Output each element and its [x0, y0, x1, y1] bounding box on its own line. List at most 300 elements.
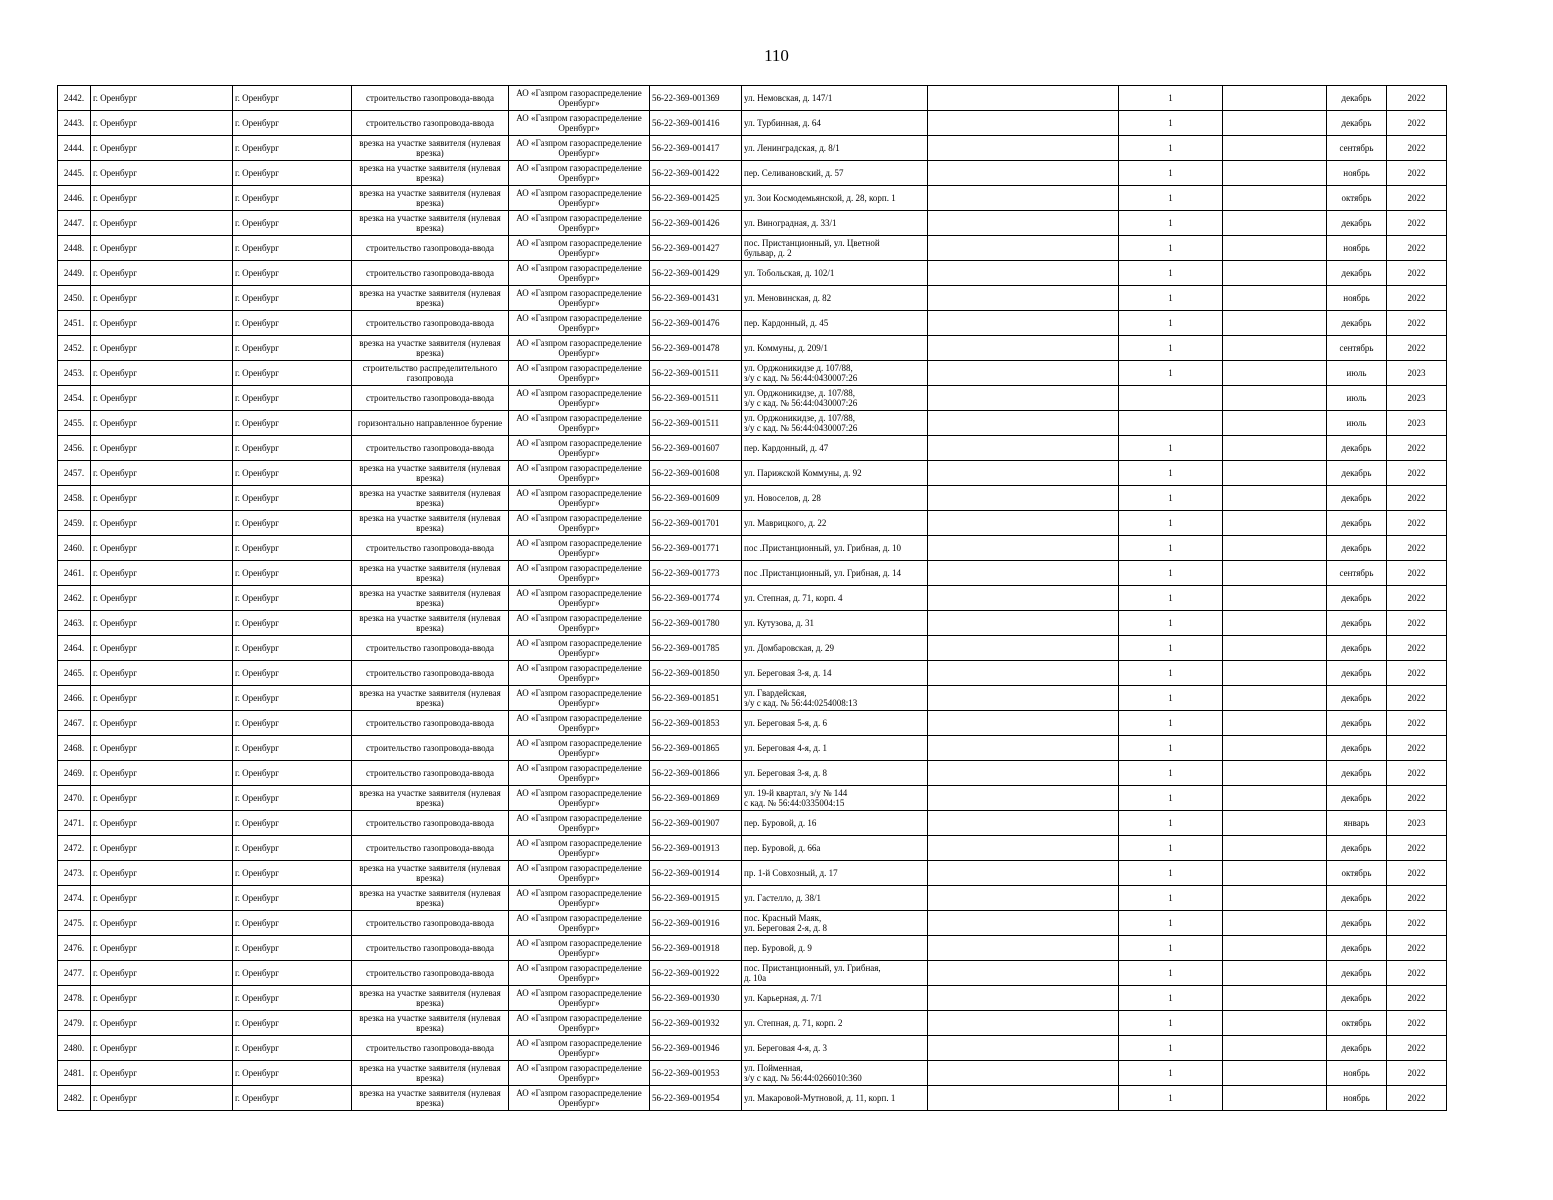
- quantity-cell: 1: [1119, 761, 1223, 786]
- row-number-cell: 2473.: [58, 861, 91, 886]
- year-cell: 2022: [1387, 686, 1447, 711]
- object-code-cell: 56-22-369-001946: [650, 1036, 742, 1061]
- quantity-cell: 1: [1119, 236, 1223, 261]
- settlement-cell: г. Оренбург: [233, 836, 352, 861]
- empty-cell: [1223, 161, 1327, 186]
- quantity-cell: 1: [1119, 961, 1223, 986]
- empty-cell: [928, 786, 1119, 811]
- work-type-cell: врезка на участке заявителя (нулевая врезка): [352, 286, 509, 311]
- object-code-cell: 56-22-369-001422: [650, 161, 742, 186]
- table-row: [58, 311, 1447, 336]
- object-code-cell: 56-22-369-001511: [650, 361, 742, 386]
- address-cell: ул. 19-й квартал, з/у № 144 с кад. № 56:44:0335004:15: [742, 786, 928, 811]
- year-cell: 2022: [1387, 186, 1447, 211]
- object-code-cell: 56-22-369-001932: [650, 1011, 742, 1036]
- municipality-cell: г. Оренбург: [91, 661, 233, 686]
- empty-cell: [928, 1061, 1119, 1086]
- address-cell: ул. Маврицкого, д. 22: [742, 511, 928, 536]
- table-row: [58, 711, 1447, 736]
- empty-cell: [1223, 86, 1327, 111]
- work-type-cell: горизонтально направленное бурение: [352, 411, 509, 436]
- municipality-cell: г. Оренбург: [91, 436, 233, 461]
- work-type-cell: строительство газопровода-ввода: [352, 761, 509, 786]
- settlement-cell: г. Оренбург: [233, 886, 352, 911]
- empty-cell: [1223, 761, 1327, 786]
- year-cell: 2022: [1387, 461, 1447, 486]
- organization-cell: АО «Газпром газораспределение Оренбург»: [509, 861, 650, 886]
- work-type-cell: строительство газопровода-ввода: [352, 711, 509, 736]
- organization-cell: АО «Газпром газораспределение Оренбург»: [509, 761, 650, 786]
- month-cell: декабрь: [1327, 786, 1387, 811]
- settlement-cell: г. Оренбург: [233, 511, 352, 536]
- address-cell: пер. Селивановский, д. 57: [742, 161, 928, 186]
- year-cell: 2022: [1387, 486, 1447, 511]
- address-cell: ул. Парижской Коммуны, д. 92: [742, 461, 928, 486]
- quantity-cell: 1: [1119, 636, 1223, 661]
- year-cell: 2022: [1387, 286, 1447, 311]
- municipality-cell: г. Оренбург: [91, 686, 233, 711]
- settlement-cell: г. Оренбург: [233, 111, 352, 136]
- organization-cell: АО «Газпром газораспределение Оренбург»: [509, 136, 650, 161]
- settlement-cell: г. Оренбург: [233, 436, 352, 461]
- empty-cell: [928, 961, 1119, 986]
- month-cell: декабрь: [1327, 586, 1387, 611]
- object-code-cell: 56-22-369-001865: [650, 736, 742, 761]
- settlement-cell: г. Оренбург: [233, 211, 352, 236]
- municipality-cell: г. Оренбург: [91, 236, 233, 261]
- municipality-cell: г. Оренбург: [91, 736, 233, 761]
- quantity-cell: 1: [1119, 586, 1223, 611]
- municipality-cell: г. Оренбург: [91, 486, 233, 511]
- empty-cell: [928, 486, 1119, 511]
- address-cell: пер. Кардонный, д. 45: [742, 311, 928, 336]
- year-cell: 2022: [1387, 761, 1447, 786]
- year-cell: 2022: [1387, 311, 1447, 336]
- empty-cell: [1223, 286, 1327, 311]
- work-type-cell: строительство газопровода-ввода: [352, 636, 509, 661]
- year-cell: 2022: [1387, 736, 1447, 761]
- table-row: [58, 686, 1447, 711]
- municipality-cell: г. Оренбург: [91, 611, 233, 636]
- row-number-cell: 2454.: [58, 386, 91, 411]
- object-code-cell: 56-22-369-001429: [650, 261, 742, 286]
- settlement-cell: г. Оренбург: [233, 186, 352, 211]
- empty-cell: [1223, 886, 1327, 911]
- empty-cell: [1223, 261, 1327, 286]
- row-number-cell: 2478.: [58, 986, 91, 1011]
- row-number-cell: 2474.: [58, 886, 91, 911]
- settlement-cell: г. Оренбург: [233, 786, 352, 811]
- municipality-cell: г. Оренбург: [91, 961, 233, 986]
- organization-cell: АО «Газпром газораспределение Оренбург»: [509, 561, 650, 586]
- month-cell: ноябрь: [1327, 286, 1387, 311]
- table-row: [58, 1061, 1447, 1086]
- work-type-cell: врезка на участке заявителя (нулевая врезка): [352, 161, 509, 186]
- organization-cell: АО «Газпром газораспределение Оренбург»: [509, 1036, 650, 1061]
- year-cell: 2022: [1387, 236, 1447, 261]
- municipality-cell: г. Оренбург: [91, 561, 233, 586]
- row-number-cell: 2447.: [58, 211, 91, 236]
- object-code-cell: 56-22-369-001431: [650, 286, 742, 311]
- registry-table: [57, 85, 1447, 1111]
- work-type-cell: строительство газопровода-ввода: [352, 311, 509, 336]
- row-number-cell: 2451.: [58, 311, 91, 336]
- organization-cell: АО «Газпром газораспределение Оренбург»: [509, 336, 650, 361]
- table-row: [58, 236, 1447, 261]
- empty-cell: [928, 611, 1119, 636]
- object-code-cell: 56-22-369-001907: [650, 811, 742, 836]
- empty-cell: [928, 736, 1119, 761]
- quantity-cell: 1: [1119, 86, 1223, 111]
- municipality-cell: г. Оренбург: [91, 1086, 233, 1111]
- quantity-cell: 1: [1119, 286, 1223, 311]
- table-row: [58, 161, 1447, 186]
- object-code-cell: 56-22-369-001780: [650, 611, 742, 636]
- municipality-cell: г. Оренбург: [91, 86, 233, 111]
- empty-cell: [1223, 136, 1327, 161]
- address-cell: пер. Кардонный, д. 47: [742, 436, 928, 461]
- municipality-cell: г. Оренбург: [91, 986, 233, 1011]
- address-cell: ул. Пойменная, з/у с кад. № 56:44:0266010:360: [742, 1061, 928, 1086]
- address-cell: ул. Меновинская, д. 82: [742, 286, 928, 311]
- year-cell: 2022: [1387, 561, 1447, 586]
- address-cell: ул. Виноградная, д. 33/1: [742, 211, 928, 236]
- row-number-cell: 2443.: [58, 111, 91, 136]
- organization-cell: АО «Газпром газораспределение Оренбург»: [509, 611, 650, 636]
- row-number-cell: 2468.: [58, 736, 91, 761]
- table-row: [58, 111, 1447, 136]
- year-cell: 2022: [1387, 211, 1447, 236]
- settlement-cell: г. Оренбург: [233, 486, 352, 511]
- empty-cell: [1223, 361, 1327, 386]
- address-cell: пос. Пристанционный, ул. Цветной бульвар, д. 2: [742, 236, 928, 261]
- empty-cell: [928, 461, 1119, 486]
- work-type-cell: врезка на участке заявителя (нулевая врезка): [352, 686, 509, 711]
- organization-cell: АО «Газпром газораспределение Оренбург»: [509, 786, 650, 811]
- organization-cell: АО «Газпром газораспределение Оренбург»: [509, 736, 650, 761]
- table-row: [58, 586, 1447, 611]
- row-number-cell: 2471.: [58, 811, 91, 836]
- quantity-cell: 1: [1119, 361, 1223, 386]
- table-row: [58, 511, 1447, 536]
- work-type-cell: строительство газопровода-ввода: [352, 436, 509, 461]
- quantity-cell: 1: [1119, 736, 1223, 761]
- municipality-cell: г. Оренбург: [91, 1011, 233, 1036]
- month-cell: октябрь: [1327, 186, 1387, 211]
- settlement-cell: г. Оренбург: [233, 636, 352, 661]
- empty-cell: [928, 711, 1119, 736]
- organization-cell: АО «Газпром газораспределение Оренбург»: [509, 436, 650, 461]
- empty-cell: [1223, 986, 1327, 1011]
- empty-cell: [1223, 961, 1327, 986]
- row-number-cell: 2481.: [58, 1061, 91, 1086]
- empty-cell: [928, 811, 1119, 836]
- month-cell: сентябрь: [1327, 561, 1387, 586]
- work-type-cell: врезка на участке заявителя (нулевая врезка): [352, 486, 509, 511]
- object-code-cell: 56-22-369-001953: [650, 1061, 742, 1086]
- month-cell: декабрь: [1327, 1036, 1387, 1061]
- month-cell: октябрь: [1327, 1011, 1387, 1036]
- quantity-cell: [1119, 411, 1223, 436]
- organization-cell: АО «Газпром газораспределение Оренбург»: [509, 161, 650, 186]
- municipality-cell: г. Оренбург: [91, 836, 233, 861]
- municipality-cell: г. Оренбург: [91, 511, 233, 536]
- month-cell: ноябрь: [1327, 236, 1387, 261]
- year-cell: 2022: [1387, 661, 1447, 686]
- row-number-cell: 2477.: [58, 961, 91, 986]
- organization-cell: АО «Газпром газораспределение Оренбург»: [509, 486, 650, 511]
- settlement-cell: г. Оренбург: [233, 586, 352, 611]
- object-code-cell: 56-22-369-001913: [650, 836, 742, 861]
- quantity-cell: 1: [1119, 811, 1223, 836]
- empty-cell: [928, 311, 1119, 336]
- address-cell: пер. Буровой, д. 66а: [742, 836, 928, 861]
- year-cell: 2022: [1387, 136, 1447, 161]
- year-cell: 2022: [1387, 861, 1447, 886]
- year-cell: 2022: [1387, 636, 1447, 661]
- object-code-cell: 56-22-369-001511: [650, 411, 742, 436]
- municipality-cell: г. Оренбург: [91, 811, 233, 836]
- table-row: [58, 336, 1447, 361]
- organization-cell: АО «Газпром газораспределение Оренбург»: [509, 211, 650, 236]
- empty-cell: [1223, 1086, 1327, 1111]
- year-cell: 2023: [1387, 411, 1447, 436]
- table-row: [58, 1011, 1447, 1036]
- month-cell: ноябрь: [1327, 1086, 1387, 1111]
- municipality-cell: г. Оренбург: [91, 911, 233, 936]
- quantity-cell: 1: [1119, 1036, 1223, 1061]
- table-row: [58, 961, 1447, 986]
- page-number: 110: [764, 46, 789, 65]
- work-type-cell: строительство газопровода-ввода: [352, 111, 509, 136]
- year-cell: 2023: [1387, 361, 1447, 386]
- empty-cell: [928, 836, 1119, 861]
- empty-cell: [928, 636, 1119, 661]
- object-code-cell: 56-22-369-001369: [650, 86, 742, 111]
- work-type-cell: врезка на участке заявителя (нулевая врезка): [352, 461, 509, 486]
- quantity-cell: 1: [1119, 111, 1223, 136]
- organization-cell: АО «Газпром газораспределение Оренбург»: [509, 236, 650, 261]
- empty-cell: [928, 586, 1119, 611]
- month-cell: декабрь: [1327, 986, 1387, 1011]
- empty-cell: [928, 186, 1119, 211]
- empty-cell: [928, 861, 1119, 886]
- quantity-cell: 1: [1119, 661, 1223, 686]
- month-cell: декабрь: [1327, 761, 1387, 786]
- address-cell: ул. Береговая 4-я, д. 3: [742, 1036, 928, 1061]
- settlement-cell: г. Оренбург: [233, 1036, 352, 1061]
- empty-cell: [1223, 1011, 1327, 1036]
- empty-cell: [1223, 661, 1327, 686]
- year-cell: 2022: [1387, 161, 1447, 186]
- quantity-cell: 1: [1119, 561, 1223, 586]
- year-cell: 2022: [1387, 1086, 1447, 1111]
- row-number-cell: 2467.: [58, 711, 91, 736]
- table-row: [58, 186, 1447, 211]
- year-cell: 2022: [1387, 536, 1447, 561]
- empty-cell: [928, 286, 1119, 311]
- object-code-cell: 56-22-369-001476: [650, 311, 742, 336]
- address-cell: пер. Буровой, д. 9: [742, 936, 928, 961]
- object-code-cell: 56-22-369-001426: [650, 211, 742, 236]
- object-code-cell: 56-22-369-001773: [650, 561, 742, 586]
- work-type-cell: врезка на участке заявителя (нулевая врезка): [352, 611, 509, 636]
- row-number-cell: 2469.: [58, 761, 91, 786]
- year-cell: 2022: [1387, 586, 1447, 611]
- work-type-cell: строительство газопровода-ввода: [352, 261, 509, 286]
- row-number-cell: 2456.: [58, 436, 91, 461]
- address-cell: ул. Береговая 4-я, д. 1: [742, 736, 928, 761]
- year-cell: 2022: [1387, 911, 1447, 936]
- settlement-cell: г. Оренбург: [233, 86, 352, 111]
- month-cell: декабрь: [1327, 736, 1387, 761]
- organization-cell: АО «Газпром газораспределение Оренбург»: [509, 711, 650, 736]
- empty-cell: [928, 261, 1119, 286]
- address-cell: ул. Орджоникидзе, д. 107/88, з/у с кад. № 56:44:0430007:26: [742, 411, 928, 436]
- row-number-cell: 2479.: [58, 1011, 91, 1036]
- address-cell: ул. Зои Космодемьянской, д. 28, корп. 1: [742, 186, 928, 211]
- municipality-cell: г. Оренбург: [91, 711, 233, 736]
- year-cell: 2022: [1387, 986, 1447, 1011]
- row-number-cell: 2449.: [58, 261, 91, 286]
- year-cell: 2023: [1387, 811, 1447, 836]
- settlement-cell: г. Оренбург: [233, 861, 352, 886]
- address-cell: ул. Степная, д. 71, корп. 2: [742, 1011, 928, 1036]
- organization-cell: АО «Газпром газораспределение Оренбург»: [509, 461, 650, 486]
- empty-cell: [1223, 911, 1327, 936]
- month-cell: декабрь: [1327, 661, 1387, 686]
- work-type-cell: врезка на участке заявителя (нулевая врезка): [352, 861, 509, 886]
- object-code-cell: 56-22-369-001416: [650, 111, 742, 136]
- settlement-cell: г. Оренбург: [233, 286, 352, 311]
- object-code-cell: 56-22-369-001916: [650, 911, 742, 936]
- object-code-cell: 56-22-369-001785: [650, 636, 742, 661]
- work-type-cell: строительство газопровода-ввода: [352, 236, 509, 261]
- organization-cell: АО «Газпром газораспределение Оренбург»: [509, 911, 650, 936]
- table-row: [58, 261, 1447, 286]
- work-type-cell: строительство газопровода-ввода: [352, 86, 509, 111]
- table-row: [58, 286, 1447, 311]
- empty-cell: [928, 536, 1119, 561]
- table-row: [58, 786, 1447, 811]
- empty-cell: [928, 361, 1119, 386]
- month-cell: декабрь: [1327, 711, 1387, 736]
- table-row: [58, 936, 1447, 961]
- empty-cell: [1223, 936, 1327, 961]
- quantity-cell: 1: [1119, 986, 1223, 1011]
- object-code-cell: 56-22-369-001701: [650, 511, 742, 536]
- municipality-cell: г. Оренбург: [91, 536, 233, 561]
- table-row: [58, 136, 1447, 161]
- month-cell: декабрь: [1327, 636, 1387, 661]
- address-cell: пос .Пристанционный, ул. Грибная, д. 14: [742, 561, 928, 586]
- empty-cell: [1223, 636, 1327, 661]
- empty-cell: [1223, 736, 1327, 761]
- address-cell: ул. Турбинная, д. 64: [742, 111, 928, 136]
- month-cell: июль: [1327, 361, 1387, 386]
- object-code-cell: 56-22-369-001954: [650, 1086, 742, 1111]
- table-row: [58, 811, 1447, 836]
- municipality-cell: г. Оренбург: [91, 111, 233, 136]
- empty-cell: [928, 686, 1119, 711]
- empty-cell: [928, 986, 1119, 1011]
- empty-cell: [928, 761, 1119, 786]
- empty-cell: [928, 511, 1119, 536]
- organization-cell: АО «Газпром газораспределение Оренбург»: [509, 986, 650, 1011]
- empty-cell: [928, 211, 1119, 236]
- month-cell: декабрь: [1327, 611, 1387, 636]
- settlement-cell: г. Оренбург: [233, 386, 352, 411]
- row-number-cell: 2457.: [58, 461, 91, 486]
- row-number-cell: 2452.: [58, 336, 91, 361]
- row-number-cell: 2450.: [58, 286, 91, 311]
- quantity-cell: 1: [1119, 186, 1223, 211]
- empty-cell: [928, 661, 1119, 686]
- empty-cell: [1223, 586, 1327, 611]
- row-number-cell: 2463.: [58, 611, 91, 636]
- year-cell: 2023: [1387, 386, 1447, 411]
- settlement-cell: г. Оренбург: [233, 236, 352, 261]
- year-cell: 2022: [1387, 336, 1447, 361]
- table-row: [58, 886, 1447, 911]
- address-cell: ул. Береговая 5-я, д. 6: [742, 711, 928, 736]
- empty-cell: [928, 136, 1119, 161]
- quantity-cell: 1: [1119, 836, 1223, 861]
- municipality-cell: г. Оренбург: [91, 336, 233, 361]
- address-cell: ул. Береговая 3-я, д. 8: [742, 761, 928, 786]
- object-code-cell: 56-22-369-001774: [650, 586, 742, 611]
- empty-cell: [1223, 786, 1327, 811]
- table-row: [58, 661, 1447, 686]
- work-type-cell: строительство газопровода-ввода: [352, 836, 509, 861]
- address-cell: ул. Тобольская, д. 102/1: [742, 261, 928, 286]
- organization-cell: АО «Газпром газораспределение Оренбург»: [509, 1011, 650, 1036]
- municipality-cell: г. Оренбург: [91, 461, 233, 486]
- month-cell: декабрь: [1327, 111, 1387, 136]
- month-cell: декабрь: [1327, 911, 1387, 936]
- year-cell: 2022: [1387, 1036, 1447, 1061]
- object-code-cell: 56-22-369-001417: [650, 136, 742, 161]
- organization-cell: АО «Газпром газораспределение Оренбург»: [509, 536, 650, 561]
- table-row: [58, 736, 1447, 761]
- year-cell: 2022: [1387, 711, 1447, 736]
- work-type-cell: строительство газопровода-ввода: [352, 386, 509, 411]
- organization-cell: АО «Газпром газораспределение Оренбург»: [509, 311, 650, 336]
- settlement-cell: г. Оренбург: [233, 311, 352, 336]
- organization-cell: АО «Газпром газораспределение Оренбург»: [509, 511, 650, 536]
- row-number-cell: 2465.: [58, 661, 91, 686]
- month-cell: декабрь: [1327, 536, 1387, 561]
- table-row: [58, 461, 1447, 486]
- table-row: [58, 486, 1447, 511]
- quantity-cell: 1: [1119, 436, 1223, 461]
- address-cell: ул. Береговая 3-я, д. 14: [742, 661, 928, 686]
- empty-cell: [1223, 711, 1327, 736]
- month-cell: декабрь: [1327, 261, 1387, 286]
- row-number-cell: 2464.: [58, 636, 91, 661]
- municipality-cell: г. Оренбург: [91, 261, 233, 286]
- quantity-cell: 1: [1119, 211, 1223, 236]
- municipality-cell: г. Оренбург: [91, 311, 233, 336]
- empty-cell: [1223, 611, 1327, 636]
- quantity-cell: 1: [1119, 486, 1223, 511]
- empty-cell: [1223, 1061, 1327, 1086]
- year-cell: 2022: [1387, 786, 1447, 811]
- table-row: [58, 536, 1447, 561]
- work-type-cell: строительство газопровода-ввода: [352, 661, 509, 686]
- organization-cell: АО «Газпром газораспределение Оренбург»: [509, 686, 650, 711]
- month-cell: декабрь: [1327, 886, 1387, 911]
